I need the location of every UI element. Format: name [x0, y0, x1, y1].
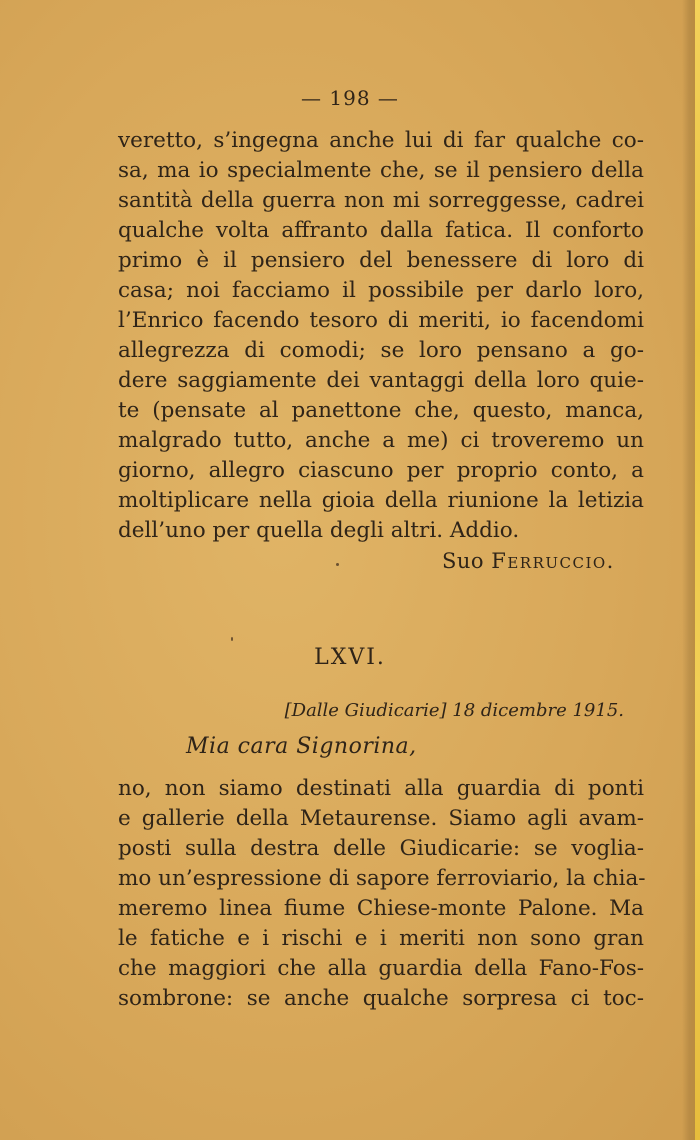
- text-line: meremo linea fiume Chiese-monte Palone. Ma: [118, 896, 644, 921]
- signature: [442, 549, 615, 573]
- signature-name: Ferruccio.: [491, 549, 615, 573]
- text-line: moltiplicare nella gioia della riunione la letizia: [118, 488, 644, 513]
- text-line: casa; noi facciamo il possibile per darlo loro,: [118, 278, 644, 303]
- text-line: sombrone: se anche qualche sorpresa ci toc-: [118, 986, 644, 1011]
- letter-salutation: Mia cara Signorina,: [186, 734, 417, 759]
- letter-body-paragraph: [118, 774, 644, 1014]
- text-line: santità della guerra non mi sorreggesse, cadrei: [118, 188, 644, 213]
- signature-prefix: Suo: [442, 549, 485, 573]
- text-line: posti sulla destra delle Giudicarie: se voglia-: [118, 836, 644, 861]
- text-line: mo un’espressione di sapore ferroviario, la chia-: [118, 866, 646, 891]
- letter-number-heading: LXVI.: [314, 645, 386, 670]
- text-line: l’Enrico facendo tesoro di meriti, io facendomi: [118, 308, 644, 333]
- text-line: dell’uno per quella degli altri. Addio.: [118, 518, 520, 543]
- text-line: che maggiori che alla guardia della Fano-Fos-: [118, 956, 644, 981]
- text-line: le fatiche e i rischi e i meriti non sono gran: [118, 926, 644, 951]
- letter-end-paragraph: [118, 126, 644, 546]
- ink-speck: [336, 563, 339, 566]
- page-number: — 198 —: [301, 86, 399, 110]
- text-line: no, non siamo destinati alla guardia di ponti: [118, 776, 644, 801]
- text-line: sa, ma io specialmente che, se il pensiero della: [118, 158, 644, 183]
- letter-dateline: [Dalle Giudicarie] 18 dicembre 1915.: [284, 700, 624, 721]
- ink-speck: [231, 637, 233, 641]
- text-line: malgrado tutto, anche a me) ci troveremo un: [118, 428, 644, 453]
- text-line: te (pensate al panettone che, questo, manca,: [118, 398, 644, 423]
- page-edge: [682, 0, 700, 1140]
- text-line: allegrezza di comodi; se loro pensano a go-: [118, 338, 644, 363]
- text-line: e gallerie della Metaurense. Siamo agli avam-: [118, 806, 644, 831]
- text-line: veretto, s’ingegna anche lui di far qualche co-: [118, 128, 644, 153]
- text-line: primo è il pensiero del benessere di loro di: [118, 248, 644, 273]
- text-line: giorno, allegro ciascuno per proprio conto, a: [118, 458, 644, 483]
- text-line: dere saggiamente dei vantaggi della loro quie-: [118, 368, 644, 393]
- text-line: qualche volta affranto dalla fatica. Il conforto: [118, 218, 644, 243]
